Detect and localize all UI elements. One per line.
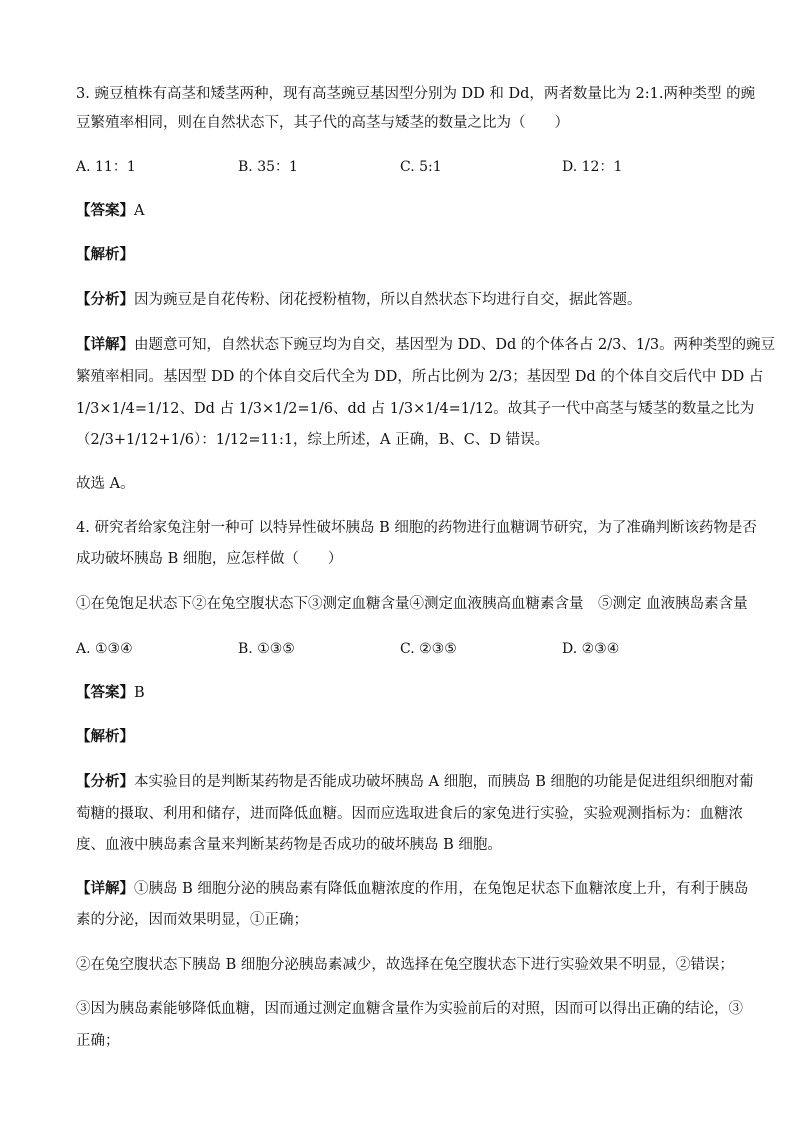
q3-analysis-heading: 【解析】 — [76, 246, 134, 263]
fenxi-tag: 【分析】 — [76, 291, 134, 308]
q3-option-c: C. 5:1 — [400, 159, 442, 175]
q3-xiangjie-line3: 1/3×1/4=1/12、Dd 占 1/3×1/2=1/6、dd 占 1/3×1/4=1/12。故其子一代中高茎与矮茎的数量之比为 — [76, 401, 755, 417]
q4-answer — [76, 683, 145, 703]
fenxi-tag: 【分析】 — [76, 773, 134, 790]
q4-fenxi-line3: 度、血液中胰岛素含量来判断某药物是否成功的破坏胰岛 B 细胞。 — [76, 837, 502, 853]
fenxi-text: 因为豌豆是自花传粉、闭花授粉植物，所以自然状态下均进行自交，据此答题。 — [134, 292, 642, 308]
q4-point3-line1: ③因为胰岛素能够降低血糖，因而通过测定血糖含量作为实验前后的对照，因而可以得出正确的结论，③ — [76, 1001, 743, 1017]
q4-stem-line2: 成功破坏胰岛 B 细胞，应怎样做（ ） — [76, 551, 343, 567]
q3-option-d: D. 12：1 — [562, 159, 623, 175]
q4-items: ①在兔饱足状态下②在兔空腹状态下③测定血糖含量④测定血液胰高血糖素含量 ⑤测定 血液胰岛素含量 — [76, 596, 748, 612]
q4-analysis-heading: 【解析】 — [76, 728, 134, 745]
q4-xiangjie-line2: 素的分泌，因而效果明显，①正确； — [76, 912, 308, 928]
q3-stem-line2: 豆繁殖率相同，则在自然状态下，其子代的高茎与矮茎的数量之比为（ ） — [76, 115, 569, 131]
q4-stem-line1: 4. 研究者给家兔注射一种可 以特异性破坏胰岛 B 细胞的药物进行血糖调节研究，为了准确判断该药物是否 — [76, 520, 757, 536]
q4-fenxi-line1 — [76, 772, 754, 792]
xiangjie-tag: 【详解】 — [76, 336, 134, 353]
q4-xiangjie-line1 — [76, 879, 748, 899]
q3-option-b: B. 35：1 — [238, 159, 298, 175]
q4-fenxi-line2: 萄糖的摄取、利用和储存，进而降低血糖。因而应选取进食后的家兔进行实验，实验观测指标为：血糖浓 — [76, 806, 743, 822]
xiangjie-text: ①胰岛 B 细胞分泌的胰岛素有降低血糖浓度的作用，在兔饱足状态下血糖浓度上升，有利于胰岛 — [134, 881, 749, 897]
q4-point3-line2: 正确； — [76, 1033, 120, 1049]
q3-xiangjie-line1 — [76, 335, 775, 355]
q4-option-d: D. ②③④ — [562, 641, 620, 657]
q3-stem-line1: 3. 豌豆植株有高茎和矮茎两种，现有高茎豌豆基因型分别为 DD 和 Dd，两者数量比为 2:1.两种类型 的豌 — [76, 86, 756, 102]
q3-conclusion: 故选 A。 — [76, 476, 135, 492]
xiangjie-text: 由题意可知，自然状态下豌豆均为自交，基因型为 DD、Dd 的个体各占 2/3、1/3。两种类型的豌豆 — [134, 337, 776, 353]
q4-point2: ②在兔空腹状态下胰岛 B 细胞分泌胰岛素减少，故选择在兔空腹状态下进行实验效果不明显，②错误； — [76, 957, 734, 973]
q3-xiangjie-line4: （2/3+1/12+1/6）：1/12=11:1，综上所述，A 正确，B、C、D 错误。 — [76, 432, 550, 448]
fenxi-text: 本实验目的是判断某药物是否能成功破坏胰岛 A 细胞，而胰岛 B 细胞的功能是促进组织细胞对葡 — [134, 774, 754, 790]
q3-answer — [76, 201, 144, 221]
answer-value: A — [134, 203, 145, 219]
q3-option-a: A. 11：1 — [76, 159, 136, 175]
answer-tag: 【答案】 — [76, 684, 134, 701]
answer-value: B — [134, 685, 145, 701]
xiangjie-tag: 【详解】 — [76, 880, 134, 897]
q3-xiangjie-line2: 繁殖率相同。基因型 DD 的个体自交后代全为 DD，所占比例为 2/3；基因型 Dd 的个体自交后代中 DD 占 — [76, 369, 764, 385]
answer-tag: 【答案】 — [76, 202, 134, 219]
q4-option-c: C. ②③⑤ — [400, 641, 457, 657]
q4-option-a: A. ①③④ — [76, 641, 133, 657]
q4-option-b: B. ①③⑤ — [238, 641, 295, 657]
q3-fenxi — [76, 290, 642, 310]
